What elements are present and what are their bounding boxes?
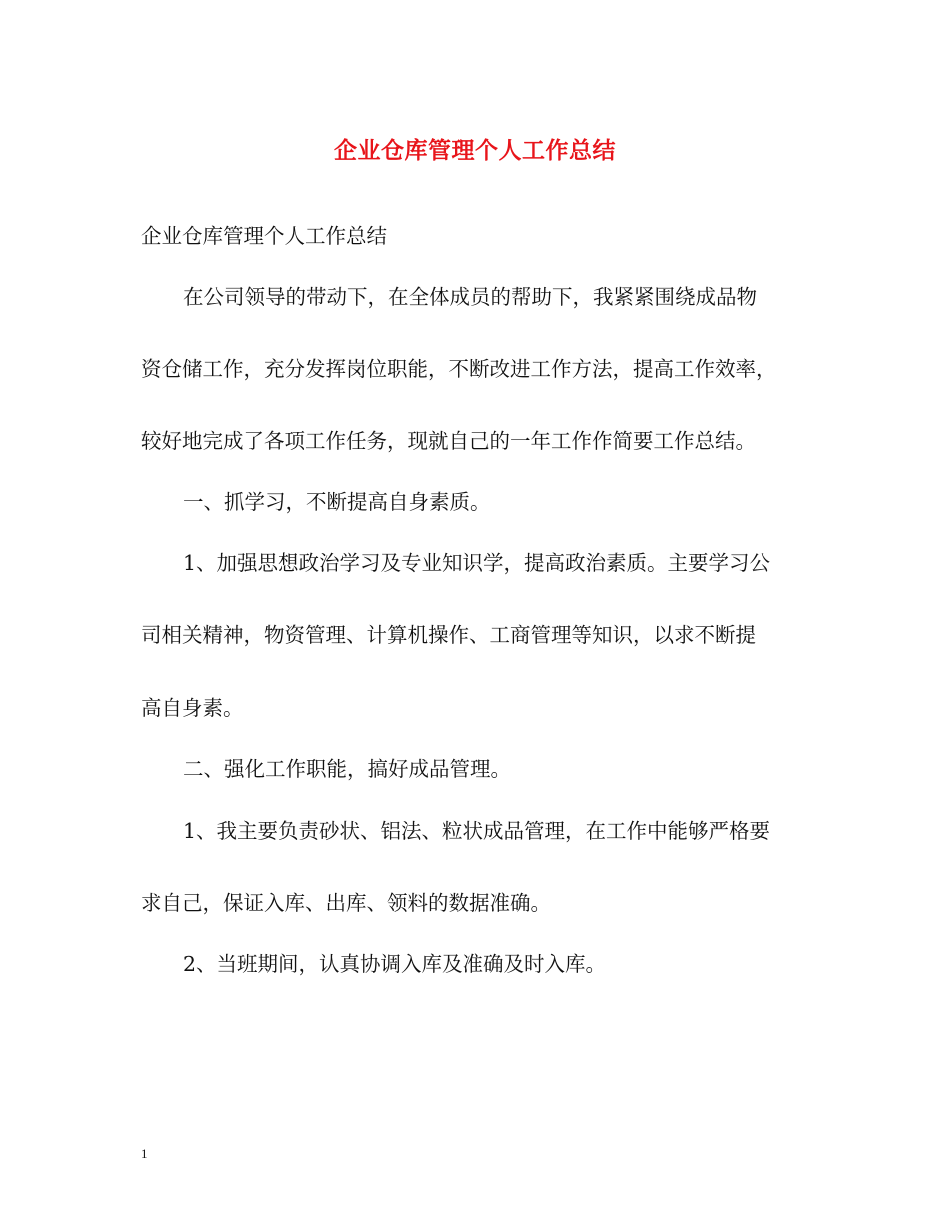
paragraph-line: 较好地完成了各项工作任务，现就自己的一年工作作简要工作总结。 bbox=[141, 429, 756, 453]
section-heading: 一、抓学习，不断提高自身素质。 bbox=[183, 490, 491, 514]
paragraph-line: 2、当班期间，认真协调入库及准确及时入库。 bbox=[183, 952, 607, 976]
paragraph-line: 高自身素。 bbox=[141, 696, 244, 720]
paragraph-line: 1、我主要负责砂状、铝法、粒状成品管理，在工作中能够严格要 bbox=[183, 819, 771, 843]
paragraph-line: 在公司领导的带动下，在全体成员的帮助下，我紧紧围绕成品物 bbox=[183, 285, 757, 309]
section-heading: 二、强化工作职能，搞好成品管理。 bbox=[183, 757, 511, 781]
paragraph-line: 1、加强思想政治学习及专业知识学，提高政治素质。主要学习公 bbox=[183, 551, 771, 575]
page-number: 1 bbox=[141, 1146, 148, 1161]
paragraph-line: 求自己，保证入库、出库、领料的数据准确。 bbox=[141, 891, 551, 915]
paragraph-line: 司相关精神，物资管理、计算机操作、工商管理等知识，以求不断提 bbox=[141, 623, 756, 647]
document-title: 企业仓库管理个人工作总结 bbox=[334, 137, 616, 164]
paragraph-line: 资仓储工作，充分发挥岗位职能，不断改进工作方法，提高工作效率， bbox=[141, 357, 777, 381]
subtitle-line: 企业仓库管理个人工作总结 bbox=[141, 224, 387, 248]
